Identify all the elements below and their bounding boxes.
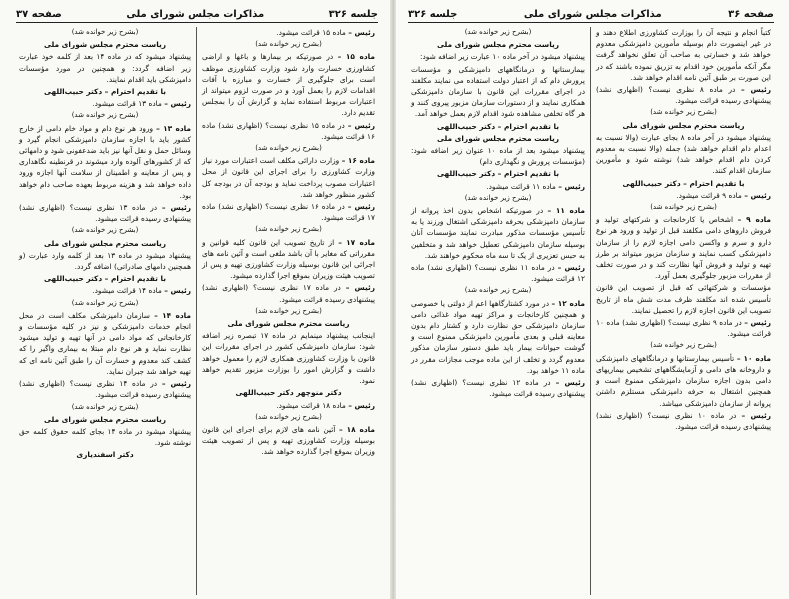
block-text: ماده ۱۱ قرائت میشود. — [486, 181, 556, 191]
paragraph — [19, 426, 191, 448]
block-text: (بشرح زیر خوانده شد) — [71, 402, 139, 411]
speaker-label: ماده ۱۴ – — [154, 310, 191, 320]
right-page — [396, 0, 789, 599]
reading-note — [19, 110, 191, 121]
address-line — [596, 120, 771, 131]
block-text: پیشنهاد میشود در آخر ماده ۱۰ عبارت زیر اضافه شود: — [420, 52, 585, 62]
paragraph — [202, 155, 375, 200]
block-text: از تاریخ تصویب این قانون کلیه قوانین و مقرراتی که مغایر با آن باشد ملغی است و آئین نامه های اجرائی این قانون بوسیله وزارت کشاورزی تهیه و پس از تصویب هیئت وزیران بموقع اجرا گذارده میشود. — [202, 237, 375, 281]
block-text: (بشرح زیر خوانده شد) — [464, 28, 532, 36]
paragraph — [596, 282, 771, 316]
reading-note — [202, 306, 375, 317]
paragraph — [411, 298, 585, 376]
block-text: بیمارستانها و درمانگاههای دامپزشکی و مؤسسات پرورش دام که از اعتبار دولت استفاده می نمایند مکلفند در اجرای مقررات این قانون با سازمان دامپزشکی همکاری نمایند و از دستورات سازمان مزبور پیروی کنند و هر گاه تخلفی مشاهده شود اقدام لازم بعمل خواهد آمد. — [411, 64, 585, 119]
right-page-left-column — [406, 27, 591, 595]
speaker-label: ماده ۹ – — [737, 215, 771, 225]
block-text: تأسیس بیمارستانها و درمانگاههای دامپزشکی و داروخانه های دامی و آزمایشگاههای تشخیص بیماریهای دامی بدون اجازه سازمان دامپزشکی ممنوع است و همچنین اشتغال به حرفه دامپزشکی مستلزم داشتن پروانه از سازمان دامپزشکی میباشد. — [596, 353, 771, 408]
speaker-label: رئیس – — [347, 202, 375, 212]
block-text: در ماده ۱۵ نظری نیست؟ (اظهاری نشد) ماده ۱۶ قرائت میشود. — [202, 120, 375, 141]
speaker-label: ماده ۱۵ – — [337, 52, 375, 62]
block-text: سازمان دامپزشکی مکلف است در محل انجام خدمات دامپزشکی و نیز در کلیه مؤسسات و کارخانجاتی که مواد دامی در آنها تهیه و تولید میشود نظارت نماید و هر نوع دام مبتلا به بیماری واگیر را که کشف کند معدوم و خسارت آن را طبق آئین نامه ای که تهیه خواهد شد جبران نماید. — [19, 310, 191, 376]
block-text: (بشرح زیر خوانده شد) — [255, 412, 322, 421]
left-running-title: مذاکرات مجلس شورای ملی — [126, 8, 265, 20]
speaker-label: رئیس – — [348, 28, 375, 37]
block-text: (بشرح زیر خوانده شد) — [71, 226, 139, 235]
block-text: ریاست محترم مجلس شورای ملی — [436, 133, 560, 143]
block-text: در ماده ۱۰ نظری نیست؟ (اظهاری نشد) پیشنهادی رسیده قرائت میشود. — [596, 410, 771, 431]
reading-note — [596, 107, 771, 118]
block-text: در مورد کشتارگاهها اعم از دولتی یا خصوصی و همچنین کارخانجات و مراکز تهیه مواد غذائی دامی سازمان دامپزشکی حق نظارت دارد و کشتار دام بدون معاینه قبلی و بعدی مأمورین دامپزشکی ممنوع است و گوشت حیوانات بیمار باید طبق دستور سازمان مذکور معدوم گردد و تخلف از این ماده موجب مجازات مقرر در ماده ۱۱ خواهد بود. — [411, 298, 585, 375]
speaker-label: ماده ۱۱ – — [547, 206, 585, 216]
paragraph — [202, 424, 375, 458]
reading-note — [596, 202, 771, 213]
block-text: با تقدیم احترام – دکتر حبیب‌اللهی — [436, 169, 560, 179]
address-line — [19, 238, 191, 249]
block-text: پیشنهاد میشود که در ماده ۱۴ بعد از کلمه خود عبارت زیر اضافه گردد: و همچنین در مورد مؤسسات دامپزشکی باید اقدام نمایند. — [19, 52, 191, 84]
block-text: ریاست محترم مجلس شورای ملی — [436, 40, 560, 50]
paragraph — [19, 123, 191, 201]
left-page-left-column — [14, 27, 197, 595]
block-text: مؤسسات و شرکتهائی که قبل از تصویب این قانون تأسیس شده اند مکلفند ظرف مدت شش ماه از تاریخ تصویب این قانون اجازه لازم را تحصیل نمایند. — [596, 283, 771, 315]
block-text: در ماده ۱۱ نظری نیست؟ (اظهاری نشد) ماده ۱۲ قرائت میشود. — [411, 263, 585, 284]
paragraph — [596, 410, 771, 432]
paragraph — [19, 51, 191, 85]
reading-note — [19, 27, 191, 38]
reading-note — [411, 193, 585, 204]
address-line — [411, 39, 585, 50]
block-text: (بشرح زیر خوانده شد) — [255, 306, 322, 315]
paragraph — [596, 317, 771, 339]
block-text: اشخاص یا کارخانجات و شرکتهای تولید و فروش داروهای دامی مکلفند قبل از تولید و ورود هر نوع دارو و سرم و واکسن دامی اجازه لازم را از سازمان دامپزشکی کسب نمایند و سازمان مزبور میتواند بر طرز تهیه و تولید و فروش آنها نظارت کند و در صورت تخلف از مقررات مزبور جلوگیری بعمل آورد. — [596, 215, 771, 281]
block-text: در ماده ۱۷ نظری نیست؟ (اظهاری نشد) پیشنهادی رسیده قرائت میشود. — [202, 283, 375, 304]
block-text: در ماده ۱۳ نظری نیست؟ (اظهاری نشد) پیشنهادی رسیده قرائت میشود. — [19, 203, 191, 224]
signature-line — [19, 273, 191, 284]
paragraph — [411, 145, 585, 167]
left-page-number: صفحه ۳۷ — [16, 8, 62, 20]
block-text: ورود هر نوع دام و مواد خام دامی از خارج کشور باید با اجازه سازمان دامپزشکی انجام گیرد و وسائل حمل و نقل آنها نیز باید ضدعفونی شود و دامهائی که از کشورهای آلوده وارد میشوند در قرنطینه نگاهداری و پس از معاینه و اطمینان از سلامت آنها اجازه ورود داده خواهد شد و هزینه مربوط بعهده صاحب دام خواهد بود. — [19, 123, 191, 200]
block-text: (بشرح زیر خوانده شد) — [464, 286, 532, 295]
block-text: در ماده ۱۴ نظری نیست؟ (اظهاری نشد) پیشنهادی رسیده قرائت میشود. — [19, 379, 191, 400]
reading-note — [202, 39, 375, 50]
block-text: اینجانب پیشنهاد مینمایم در ماده ۱۷ تبصره زیر اضافه شود: سازمان دامپزشکی کشور در اجرای مقررات این قانون با وزارت کشاورزی همکاری لازم را معمول خواهد داشت و گزارش امور را بوزارت مزبور تقدیم خواهد نمود. — [202, 331, 375, 386]
block-text: پیشنهاد میشود در آخر ماده ۸ بجای عبارت (والا نسبت به اعدام دام اقدام خواهد شد) جمله (والا نسبت به معدوم کردن دام اقدام خواهد شد) نوشته شود و مأمورین سازمان اقدام کنند. — [596, 132, 771, 176]
reading-note — [411, 27, 585, 38]
speaker-label: ماده ۱۰ – — [736, 353, 771, 363]
speaker-label: رئیس – — [555, 378, 586, 388]
paragraph — [596, 132, 771, 177]
speaker-label: رئیس – — [741, 410, 772, 420]
block-text: ریاست محترم مجلس شورای ملی — [622, 120, 745, 130]
speaker-label: رئیس – — [164, 286, 191, 296]
speaker-label: رئیس – — [347, 120, 375, 130]
block-text: (بشرح زیر خوانده شد) — [71, 28, 139, 36]
left-session-label: جلسه ۳۲۶ — [328, 8, 378, 20]
paragraph — [596, 214, 771, 281]
reading-note — [411, 285, 585, 296]
block-text: (بشرح زیر خوانده شد) — [255, 40, 322, 49]
block-text: ماده ۹ قرائت میشود. — [676, 190, 742, 200]
left-page — [0, 0, 392, 599]
block-text: دکتر منوچهر دکتر حبیب‌اللهی — [235, 388, 342, 398]
address-line — [202, 318, 375, 329]
block-text: ریاست محترم مجلس شورای ملی — [227, 319, 350, 329]
speaker-label: رئیس – — [161, 203, 192, 213]
block-text: با تقدیم احترام – دکتر حبیب‌اللهی — [43, 87, 167, 97]
reading-note — [19, 225, 191, 236]
paragraph — [411, 205, 585, 261]
paragraph — [19, 250, 191, 272]
speaker-label: رئیس – — [348, 400, 375, 410]
paragraph — [202, 237, 375, 282]
block-text: (بشرح زیر خوانده شد) — [255, 225, 322, 234]
block-text: (بشرح زیر خوانده شد) — [71, 111, 139, 120]
block-text: ماده ۱۴ قرائت میشود. — [92, 286, 162, 296]
block-text: (بشرح زیر خوانده شد) — [464, 193, 532, 202]
block-text: در صورتیکه بر بیمارها و باغها و اراضی کشاورزی خسارت وارد شود وزارت کشاورزی موظف است برای جلوگیری از خسارت و مبارزه با آفات اقدامات لازم را بعمل آورد و در صورت لزوم میتواند از اعتبارات مربوط استفاده نماید و گزارش آن را بمجلس تقدیم دارد. — [202, 52, 375, 118]
left-page-header — [16, 6, 378, 23]
right-session-label: جلسه ۳۲۶ — [408, 8, 458, 20]
speaker-label: ماده ۱۲ – — [551, 298, 585, 308]
paragraph — [202, 120, 375, 142]
block-text: در ماده ۸ نظری نیست؟ (اظهاری نشد) پیشنهادی رسیده قرائت میشود. — [596, 85, 771, 106]
block-text: با تقدیم احترام – دکتر حبیب‌اللهی — [43, 274, 167, 284]
speaker-label: رئیس – — [558, 181, 585, 191]
paragraph — [202, 51, 375, 118]
right-page-header — [408, 6, 774, 23]
block-text: (بشرح زیر خوانده شد) — [650, 203, 717, 212]
speaker-label: رئیس – — [744, 318, 771, 328]
speaker-label: رئیس – — [557, 263, 585, 273]
block-text: (بشرح زیر خوانده شد) — [255, 144, 322, 153]
speaker-label: رئیس – — [740, 85, 771, 95]
paragraph — [411, 64, 585, 120]
speaker-label: رئیس – — [164, 99, 191, 109]
block-text: ماده ۱۳ قرائت میشود. — [92, 99, 162, 109]
paragraph — [19, 378, 191, 400]
signature-line — [202, 387, 375, 398]
right-page-number: صفحه ۳۶ — [728, 8, 774, 20]
paragraph — [411, 377, 585, 399]
block-text: وزارت دارائی مکلف است اعتبارات مورد نیاز وزارت کشاورزی را برای اجرای این قانون از محل اعتبارات مصوب پرداخت نماید و بودجه آن در بودجه کل کشور منظور خواهد شد. — [202, 156, 375, 199]
paragraph — [596, 353, 771, 409]
block-text: ریاست محترم مجلس شورای ملی — [43, 414, 167, 424]
paragraph — [19, 310, 191, 377]
paragraph — [202, 282, 375, 304]
right-running-title: مذاکرات مجلس شورای ملی — [523, 8, 662, 20]
block-text: در ماده ۱۲ نظری نیست؟ (اظهاری نشد) پیشنهادی رسیده قرائت میشود. — [411, 378, 585, 399]
right-page-columns — [406, 27, 776, 595]
speaker-label: ماده ۱۶ – — [341, 156, 375, 166]
block-text: آئین نامه های لازم برای اجرای این قانون بوسیله وزارت کشاورزی تهیه و پس از تصویب هیئت وزیران بموقع اجرا گذارده خواهد شد. — [202, 424, 375, 457]
block-text: دکتر اسفندیاری — [76, 450, 134, 460]
block-text: در صورتیکه اشخاص بدون اخذ پروانه از سازمان دامپزشکی بحرفه دامپزشکی اشتغال ورزند یا به تأسیس مؤسسات مذکور مبادرت نمایند مؤسسات آنان بوسیله سازمان دامپزشکی تعطیل خواهد شد و متخلفین به حبس تعزیری از یک تا سه ماه محکوم خواهند شد. — [411, 206, 585, 260]
block-text: (بشرح زیر خوانده شد) — [71, 298, 139, 307]
left-page-right-column — [197, 27, 380, 595]
block-text: (بشرح زیر خوانده شد) — [650, 108, 717, 117]
block-text: کتباً انجام و نتیجه آن را بوزارت کشاورزی اطلاع دهند و در غیر اینصورت دام بوسیله مأمورین دامپزشکی معدوم خواهد شد و خسارتی به صاحب آن تعلق نخواهد گرفت مگر آنکه مأمورین خود اقدام به تزریق نموده باشند که در این صورت بر طبق آئین نامه اقدام خواهد شد. — [596, 28, 771, 82]
block-text: با تقدیم احترام – دکتر حبیب‌اللهی — [622, 178, 745, 188]
speaker-label: رئیس – — [744, 190, 771, 200]
right-page-right-column — [591, 27, 776, 595]
paragraph — [19, 98, 191, 109]
signature-line — [19, 86, 191, 97]
reading-note — [202, 143, 375, 154]
address-line — [19, 39, 191, 50]
address-line — [19, 414, 191, 425]
block-text: پیشنهاد میشود بعد از ماده ۱۰ عنوان زیر اضافه شود: (مؤسسات پرورش و نگهداری دام) — [411, 146, 585, 167]
block-text: با تقدیم احترام – دکتر حبیب‌اللهی — [436, 121, 560, 131]
block-text: ماده ۱۸ قرائت میشود. — [276, 400, 346, 410]
reading-note — [202, 224, 375, 235]
paragraph — [596, 27, 771, 83]
left-page-columns — [14, 27, 380, 595]
reading-note — [202, 412, 375, 423]
block-text: ریاست محترم مجلس شورای ملی — [43, 238, 167, 248]
reading-note — [596, 340, 771, 351]
reading-note — [19, 402, 191, 413]
block-text: پیشنهاد میشود در ماده ۱۳ بعد از کلمه وارد عبارت (و همچنین دامهای صادراتی) اضافه گردد. — [19, 250, 191, 272]
block-text: ماده ۱۵ قرائت میشود. — [276, 28, 346, 37]
paragraph — [411, 262, 585, 284]
block-text: پیشنهاد میشود در ماده ۱۴ بجای کلمه حقوق کلمه حق نوشته شود. — [19, 426, 191, 448]
signature-line — [411, 168, 585, 179]
paragraph — [411, 51, 585, 62]
paragraph — [202, 330, 375, 386]
paragraph — [596, 84, 771, 106]
speaker-label: ماده ۱۸ – — [339, 424, 375, 434]
paragraph — [202, 27, 375, 38]
signature-line — [19, 449, 191, 460]
block-text: (بشرح زیر خوانده شد) — [650, 341, 717, 350]
address-line — [411, 133, 585, 144]
paragraph — [202, 400, 375, 411]
block-text: در ماده ۱۶ نظری نیست؟ (اظهاری نشد) ماده ۱۷ قرائت میشود. — [202, 202, 375, 223]
signature-line — [411, 121, 585, 132]
paragraph — [19, 285, 191, 296]
speaker-label: رئیس – — [345, 283, 376, 293]
speaker-label: ماده ۱۳ – — [156, 123, 191, 133]
reading-note — [19, 298, 191, 309]
paragraph — [19, 202, 191, 224]
paragraph — [596, 190, 771, 201]
block-text: ریاست محترم مجلس شورای ملی — [43, 40, 167, 50]
block-text: در ماده ۹ نظری نیست؟ (اظهاری نشد) ماده ۱۰ قرائت میشود. — [596, 318, 771, 339]
paragraph — [202, 201, 375, 223]
paragraph — [411, 181, 585, 192]
speaker-label: ماده ۱۷ – — [338, 237, 375, 247]
speaker-label: رئیس – — [161, 379, 192, 389]
signature-line — [596, 178, 771, 189]
